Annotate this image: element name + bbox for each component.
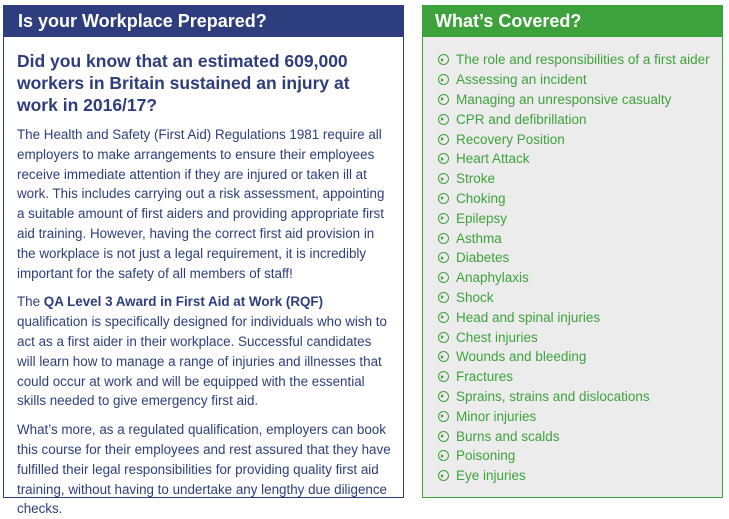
covered-topic-label: Heart Attack [456, 151, 530, 167]
covered-topic-item [438, 90, 722, 110]
covered-topic-label: Choking [456, 190, 506, 206]
covered-topic-item [438, 426, 722, 446]
covered-topic-item [438, 406, 722, 426]
regulated-qualification-paragraph: What’s more, as a regulated qualification, employers can book this course for their employees and rest assured that they have fulfilled their legal responsibilities for providing quality first aid training, without having to undertake any lengthy due diligence checks. [17, 422, 391, 517]
circle-arrow-bullet-icon [438, 391, 449, 402]
covered-topic-label: Poisoning [456, 448, 516, 464]
covered-topic-label: Stroke [456, 171, 496, 187]
covered-topic-label: Minor injuries [456, 408, 537, 424]
circle-arrow-bullet-icon [438, 272, 449, 283]
covered-topic-label: CPR and defibrillation [456, 111, 587, 127]
covered-topic-label: Epilepsy [456, 210, 508, 226]
covered-topic-item [438, 248, 722, 268]
covered-topic-item [438, 50, 722, 70]
covered-topic-item [438, 288, 722, 308]
covered-topic-label: Chest injuries [456, 329, 538, 345]
qualification-description: qualification is specifically designed for individuals who wish to act as a first aider in their workplace. Successful candidates will learn how to manage a range of injuries and illnesses that could occur at work and will be equipped with the essential skills needed to give emergency first aid. [17, 314, 387, 409]
covered-topic-label: Eye injuries [456, 468, 526, 484]
workplace-prepared-body [4, 37, 403, 519]
covered-topic-item [438, 347, 722, 367]
circle-arrow-bullet-icon [438, 411, 449, 422]
regulations-paragraph: The Health and Safety (First Aid) Regulations 1981 require all employers to make arrangements to ensure their employees receive immediate attention if they are injured or taken ill at work. This includes carrying out a risk assessment, appointing a suitable amount of first aiders and providing appropriate first aid training. However, having the correct first aid provision in the workplace is not just a legal requirement, it is incredibly important for the safety of all members of staff! [17, 127, 385, 281]
covered-topic-label: Diabetes [456, 250, 510, 266]
circle-arrow-bullet-icon [438, 292, 449, 303]
qualification-prefix: The [17, 294, 44, 310]
covered-topic-item [438, 446, 722, 466]
covered-topic-item [438, 307, 722, 327]
covered-topic-item [438, 129, 722, 149]
covered-topic-label: Wounds and bleeding [456, 349, 587, 365]
covered-topic-label: Managing an unresponsive casualty [456, 91, 672, 107]
circle-arrow-bullet-icon [438, 470, 449, 481]
covered-topic-label: Assessing an incident [456, 72, 587, 88]
covered-topic-item [438, 70, 722, 90]
covered-topic-label: Fractures [456, 369, 514, 385]
covered-topic-item [438, 228, 722, 248]
circle-arrow-bullet-icon [438, 173, 449, 184]
covered-topic-label: Sprains, strains and dislocations [456, 388, 650, 404]
circle-arrow-bullet-icon [438, 134, 449, 145]
covered-topic-label: Anaphylaxis [456, 270, 529, 286]
workplace-prepared-heading: Is your Workplace Prepared? [4, 6, 403, 37]
covered-topic-item [438, 327, 722, 347]
covered-topic-item [438, 109, 722, 129]
covered-topic-item [438, 387, 722, 407]
whats-covered-heading: What’s Covered? [423, 6, 722, 37]
circle-arrow-bullet-icon [438, 54, 449, 65]
circle-arrow-bullet-icon [438, 312, 449, 323]
intro-question: Did you know that an estimated 609,000 workers in Britain sustained an injury at work in 2016/17? [17, 51, 350, 115]
circle-arrow-bullet-icon [438, 252, 449, 263]
circle-arrow-bullet-icon [438, 114, 449, 125]
circle-arrow-bullet-icon [438, 431, 449, 442]
qualification-paragraph [17, 292, 391, 411]
circle-arrow-bullet-icon [438, 332, 449, 343]
covered-topic-item [438, 169, 722, 189]
covered-topic-item [438, 367, 722, 387]
covered-topic-item [438, 268, 722, 288]
covered-topic-label: Shock [456, 289, 494, 305]
covered-topic-label: Asthma [456, 230, 502, 246]
circle-arrow-bullet-icon [438, 94, 449, 105]
circle-arrow-bullet-icon [438, 233, 449, 244]
circle-arrow-bullet-icon [438, 351, 449, 362]
covered-topic-label: Burns and scalds [456, 428, 560, 444]
circle-arrow-bullet-icon [438, 153, 449, 164]
covered-topic-label: Recovery Position [456, 131, 565, 147]
circle-arrow-bullet-icon [438, 450, 449, 461]
circle-arrow-bullet-icon [438, 193, 449, 204]
covered-topic-item [438, 149, 722, 169]
workplace-prepared-panel [3, 5, 404, 517]
circle-arrow-bullet-icon [438, 371, 449, 382]
qualification-name: QA Level 3 Award in First Aid at Work (RQF) [43, 294, 324, 310]
whats-covered-panel [422, 5, 723, 498]
circle-arrow-bullet-icon [438, 213, 449, 224]
covered-topic-item [438, 466, 722, 486]
covered-topic-item [438, 189, 722, 209]
circle-arrow-bullet-icon [438, 74, 449, 85]
covered-topic-label: The role and responsibilities of a first aider [456, 52, 710, 68]
covered-topic-label: Head and spinal injuries [456, 309, 601, 325]
covered-topics-list [423, 37, 722, 486]
covered-topic-item [438, 208, 722, 228]
